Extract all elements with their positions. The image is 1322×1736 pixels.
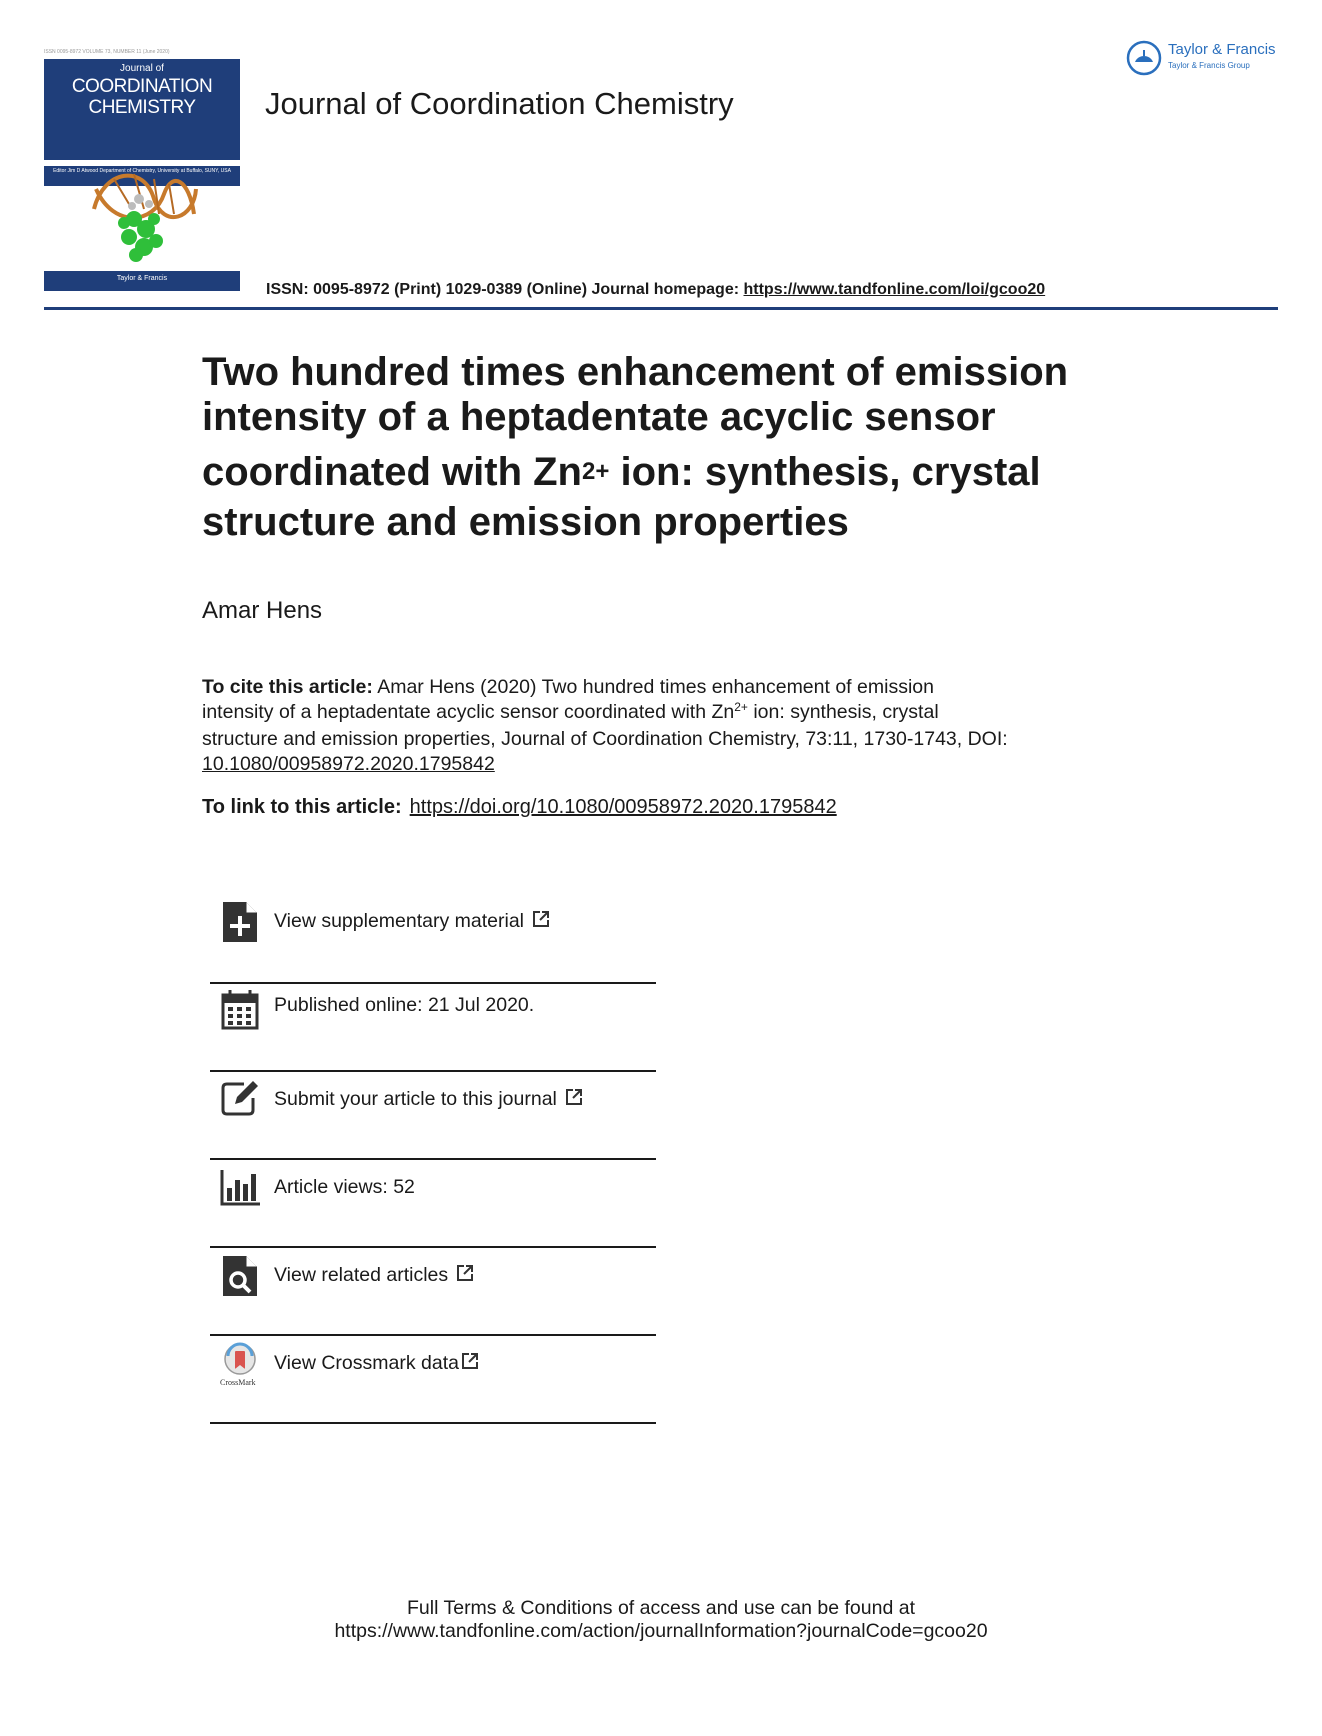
cover-publisher-band	[44, 271, 240, 291]
cover-top-line: ISSN 0095-8972 VOLUME 73, NUMBER 11 (June 2020)	[44, 49, 170, 55]
item-label: Submit your article to this journal	[274, 1088, 557, 1110]
view-crossmark-item[interactable]	[210, 1340, 656, 1428]
edit-icon	[220, 1076, 260, 1120]
publisher-group: Taylor & Francis Group	[1168, 61, 1250, 70]
cover-title-line3: CHEMISTRY	[88, 97, 196, 118]
file-search-icon	[220, 1254, 260, 1298]
title-line3a: coordinated with Zn	[202, 450, 582, 494]
citation-text2b: ion: synthesis, crystal	[747, 701, 939, 723]
cover-title-line1: Journal of	[120, 63, 164, 74]
citation-text3: structure and emission properties, Journal of Coordination Chemistry, 73:11, 1730-1743, DOI:	[202, 728, 1008, 750]
title-line2: intensity of a heptadentate acyclic sensor	[202, 395, 996, 439]
citation-block	[202, 675, 1102, 777]
journal-cover-image	[44, 49, 240, 291]
cover-title-line2: COORDINATION	[71, 76, 213, 97]
journal-title: Journal of Coordination Chemistry	[265, 86, 734, 121]
footer-line1: Full Terms & Conditions of access and use can be found at	[406, 1597, 915, 1619]
item-divider	[210, 1422, 656, 1424]
view-related-item[interactable]	[210, 1252, 656, 1340]
publisher-logo[interactable]	[1126, 40, 1286, 76]
issn-line	[266, 281, 1045, 299]
item-divider	[210, 1334, 656, 1336]
citation-label: To cite this article:	[202, 676, 373, 698]
item-label: Published online: 21 Jul 2020.	[274, 994, 535, 1016]
citation-doi-link[interactable]: 10.1080/00958972.2020.1795842	[202, 753, 495, 775]
calendar-icon	[220, 988, 260, 1032]
article-author: Amar Hens	[202, 597, 323, 624]
cover-title-band	[44, 59, 240, 160]
article-link-line	[202, 796, 837, 819]
article-doi-url[interactable]: https://doi.org/10.1080/00958972.2020.1795842	[409, 796, 837, 818]
crossmark-caption: CrossMark	[220, 1378, 256, 1387]
terms-footer	[0, 1597, 1322, 1643]
item-divider	[210, 1158, 656, 1160]
title-superscript: 2+	[581, 458, 610, 485]
title-line1: Two hundred times enhancement of emission	[202, 350, 1069, 394]
external-link-icon	[456, 1264, 474, 1282]
journal-homepage-link[interactable]: https://www.tandfonline.com/loi/gcoo20	[743, 281, 1046, 298]
item-label: Article views: 52	[274, 1176, 415, 1198]
item-divider	[210, 1246, 656, 1248]
article-title	[202, 350, 1102, 545]
item-label: View Crossmark data	[274, 1352, 459, 1374]
publisher-name: Taylor & Francis	[1168, 41, 1276, 58]
item-label: View related articles	[274, 1264, 449, 1286]
external-link-icon	[461, 1352, 479, 1370]
publisher-logo-icon	[1126, 40, 1162, 76]
citation-superscript: 2+	[734, 700, 748, 714]
external-link-icon	[565, 1088, 583, 1106]
bar-chart-icon	[220, 1166, 260, 1210]
cover-publisher-text: Taylor & Francis	[116, 275, 168, 282]
article-views-item	[210, 1164, 656, 1252]
submit-article-item[interactable]	[210, 1076, 656, 1164]
view-supplementary-item[interactable]	[210, 900, 656, 988]
footer-terms-url[interactable]: https://www.tandfonline.com/action/journalInformation?journalCode=gcoo20	[334, 1620, 988, 1642]
published-online-item	[210, 988, 656, 1076]
item-divider	[210, 982, 656, 984]
external-link-icon	[532, 910, 550, 928]
header-divider	[44, 307, 1278, 310]
item-label: View supplementary material	[274, 910, 525, 932]
molecule-illustration	[84, 159, 204, 269]
title-line4: structure and emission properties	[202, 500, 849, 544]
issn-text: ISSN: 0095-8972 (Print) 1029-0389 (Online) Journal homepage:	[266, 281, 744, 298]
citation-text1: Amar Hens (2020) Two hundred times enhancement of emission	[372, 676, 934, 698]
article-link-label: To link to this article:	[202, 796, 402, 818]
cover-editor-text: Editor Jim D Atwood Department of Chemistry, University at Buffalo, SUNY, USA	[53, 168, 231, 174]
item-divider	[210, 1070, 656, 1072]
citation-text2a: intensity of a heptadentate acyclic sensor coordinated with Zn	[202, 701, 735, 723]
file-plus-icon	[220, 900, 260, 944]
title-line3b: ion: synthesis, crystal	[609, 450, 1041, 494]
